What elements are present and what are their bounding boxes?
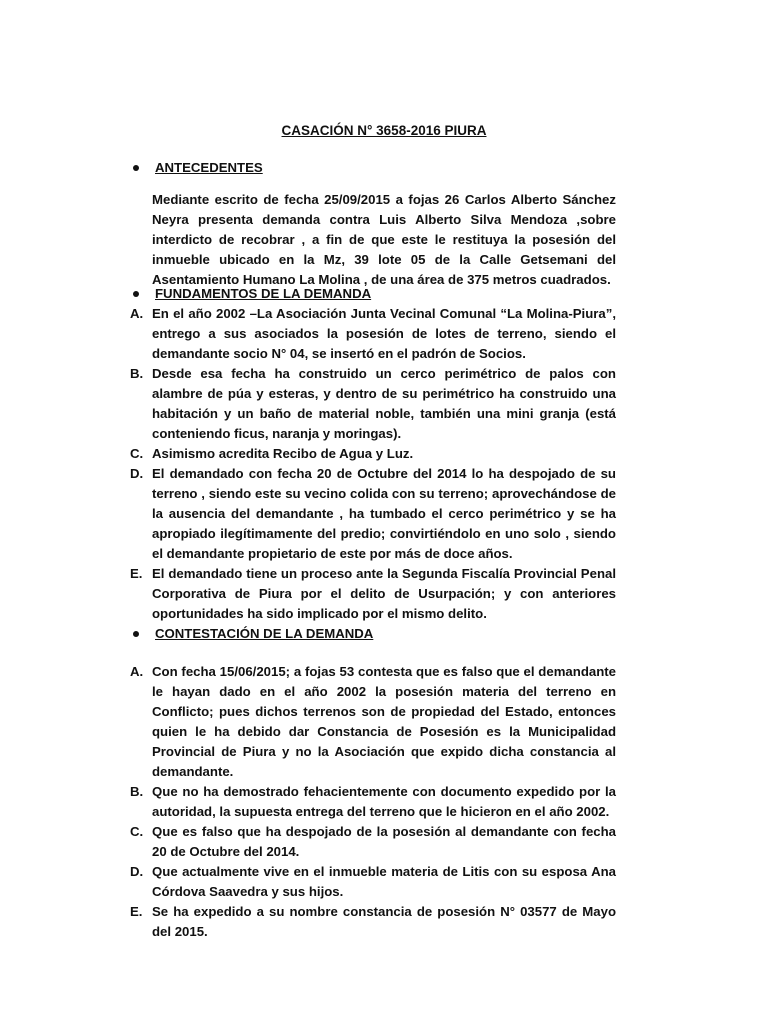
list-item-letter: E. bbox=[130, 904, 143, 919]
bullet-icon bbox=[133, 291, 139, 297]
section-heading-label: ANTECEDENTES bbox=[155, 160, 263, 175]
section-heading-label: FUNDAMENTOS DE LA DEMANDA bbox=[155, 286, 372, 301]
list-item bbox=[130, 862, 616, 902]
list-item-letter: D. bbox=[130, 466, 144, 481]
list-item bbox=[130, 304, 616, 364]
document-title: CASACIÓN N° 3658-2016 PIURA bbox=[281, 123, 487, 138]
list-item-text: Con fecha 15/06/2015; a fojas 53 contesta que es falso que el demandante le hayan dado en el año 2002 la posesión materia del terreno en Conflicto; pues dichos terrenos son de propiedad del Estado, entonces quien le ha debido dar Constancia de Posesión es la Municipalidad Provincial de Piura y no la Asociación que expido dicha constancia al demandante. bbox=[152, 664, 616, 779]
list-item-letter: C. bbox=[130, 446, 144, 461]
antecedentes-paragraph: Mediante escrito de fecha 25/09/2015 a fojas 26 Carlos Alberto Sánchez Neyra presenta demanda contra Luis Alberto Silva Mendoza ,sobre interdicto de recobrar , a fin de que este le restituya la posesión del inmueble ubicado en la Mz, 39 lote 05 de la Calle Getsemani del Asentamiento Humano La Molina , de una área de 375 metros cuadrados. bbox=[152, 192, 616, 287]
list-item-letter: A. bbox=[130, 306, 144, 321]
list-item-letter: C. bbox=[130, 824, 144, 839]
section-contestacion-heading bbox=[130, 624, 630, 644]
list-item-text: Asimismo acredita Recibo de Agua y Luz. bbox=[152, 446, 414, 461]
list-item-text: El demandado tiene un proceso ante la Segunda Fiscalía Provincial Penal Corporativa de Piura por el delito de Usurpación; y con anteriores oportunidades ha sido implicado por el mismo delito. bbox=[152, 566, 616, 621]
contestacion-list bbox=[130, 662, 616, 942]
list-item bbox=[130, 364, 616, 444]
bullet-icon bbox=[133, 165, 139, 171]
section-antecedentes-heading bbox=[130, 158, 630, 178]
list-item bbox=[130, 662, 616, 782]
fundamentos-list bbox=[130, 304, 616, 624]
list-item-text: Que es falso que ha despojado de la posesión al demandante con fecha 20 de Octubre del 2014. bbox=[152, 824, 616, 859]
list-item-letter: D. bbox=[130, 864, 144, 879]
list-item bbox=[130, 822, 616, 862]
list-item-text: Desde esa fecha ha construido un cerco perimétrico de palos con alambre de púa y esteras, y dentro de su perimétrico ha construido una habitación y un baño de material noble, también una mini granja (está conteniendo ficus, naranja y moringas). bbox=[152, 366, 616, 441]
list-item-text: El demandado con fecha 20 de Octubre del 2014 lo ha despojado de su terreno , siendo este su vecino colida con su terreno; aprovechándose de la ausencia del demandante , ha tumbado el cerco perimétrico y se ha apropiado ilegítimamente del predio; convirtiéndolo en uno solo , siendo el demandante propietario de este por más de doce años. bbox=[152, 466, 616, 561]
list-item-letter: B. bbox=[130, 366, 144, 381]
list-item-letter: E. bbox=[130, 566, 143, 581]
list-item-text: Que no ha demostrado fehacientemente con documento expedido por la autoridad, la supuesta entrega del terreno que le hicieron en el año 2002. bbox=[152, 784, 616, 819]
list-item bbox=[130, 564, 616, 624]
list-item bbox=[130, 444, 616, 464]
list-item-text: En el año 2002 –La Asociación Junta Vecinal Comunal “La Molina-Piura”, entrego a sus asociados la posesión de lotes de terreno, siendo el demandante socio N° 04, se insertó en el padrón de Socios. bbox=[152, 306, 616, 361]
section-fundamentos-heading bbox=[130, 284, 630, 304]
list-item-text: Que actualmente vive en el inmueble materia de Litis con su esposa Ana Córdova Saavedra y sus hijos. bbox=[152, 864, 616, 899]
list-item-text: Se ha expedido a su nombre constancia de posesión N° 03577 de Mayo del 2015. bbox=[152, 904, 616, 939]
list-item bbox=[130, 782, 616, 822]
section-heading-label: CONTESTACIÓN DE LA DEMANDA bbox=[155, 626, 374, 641]
bullet-icon bbox=[133, 631, 139, 637]
list-item bbox=[130, 902, 616, 942]
list-item-letter: B. bbox=[130, 784, 144, 799]
list-item-letter: A. bbox=[130, 664, 144, 679]
list-item bbox=[130, 464, 616, 564]
